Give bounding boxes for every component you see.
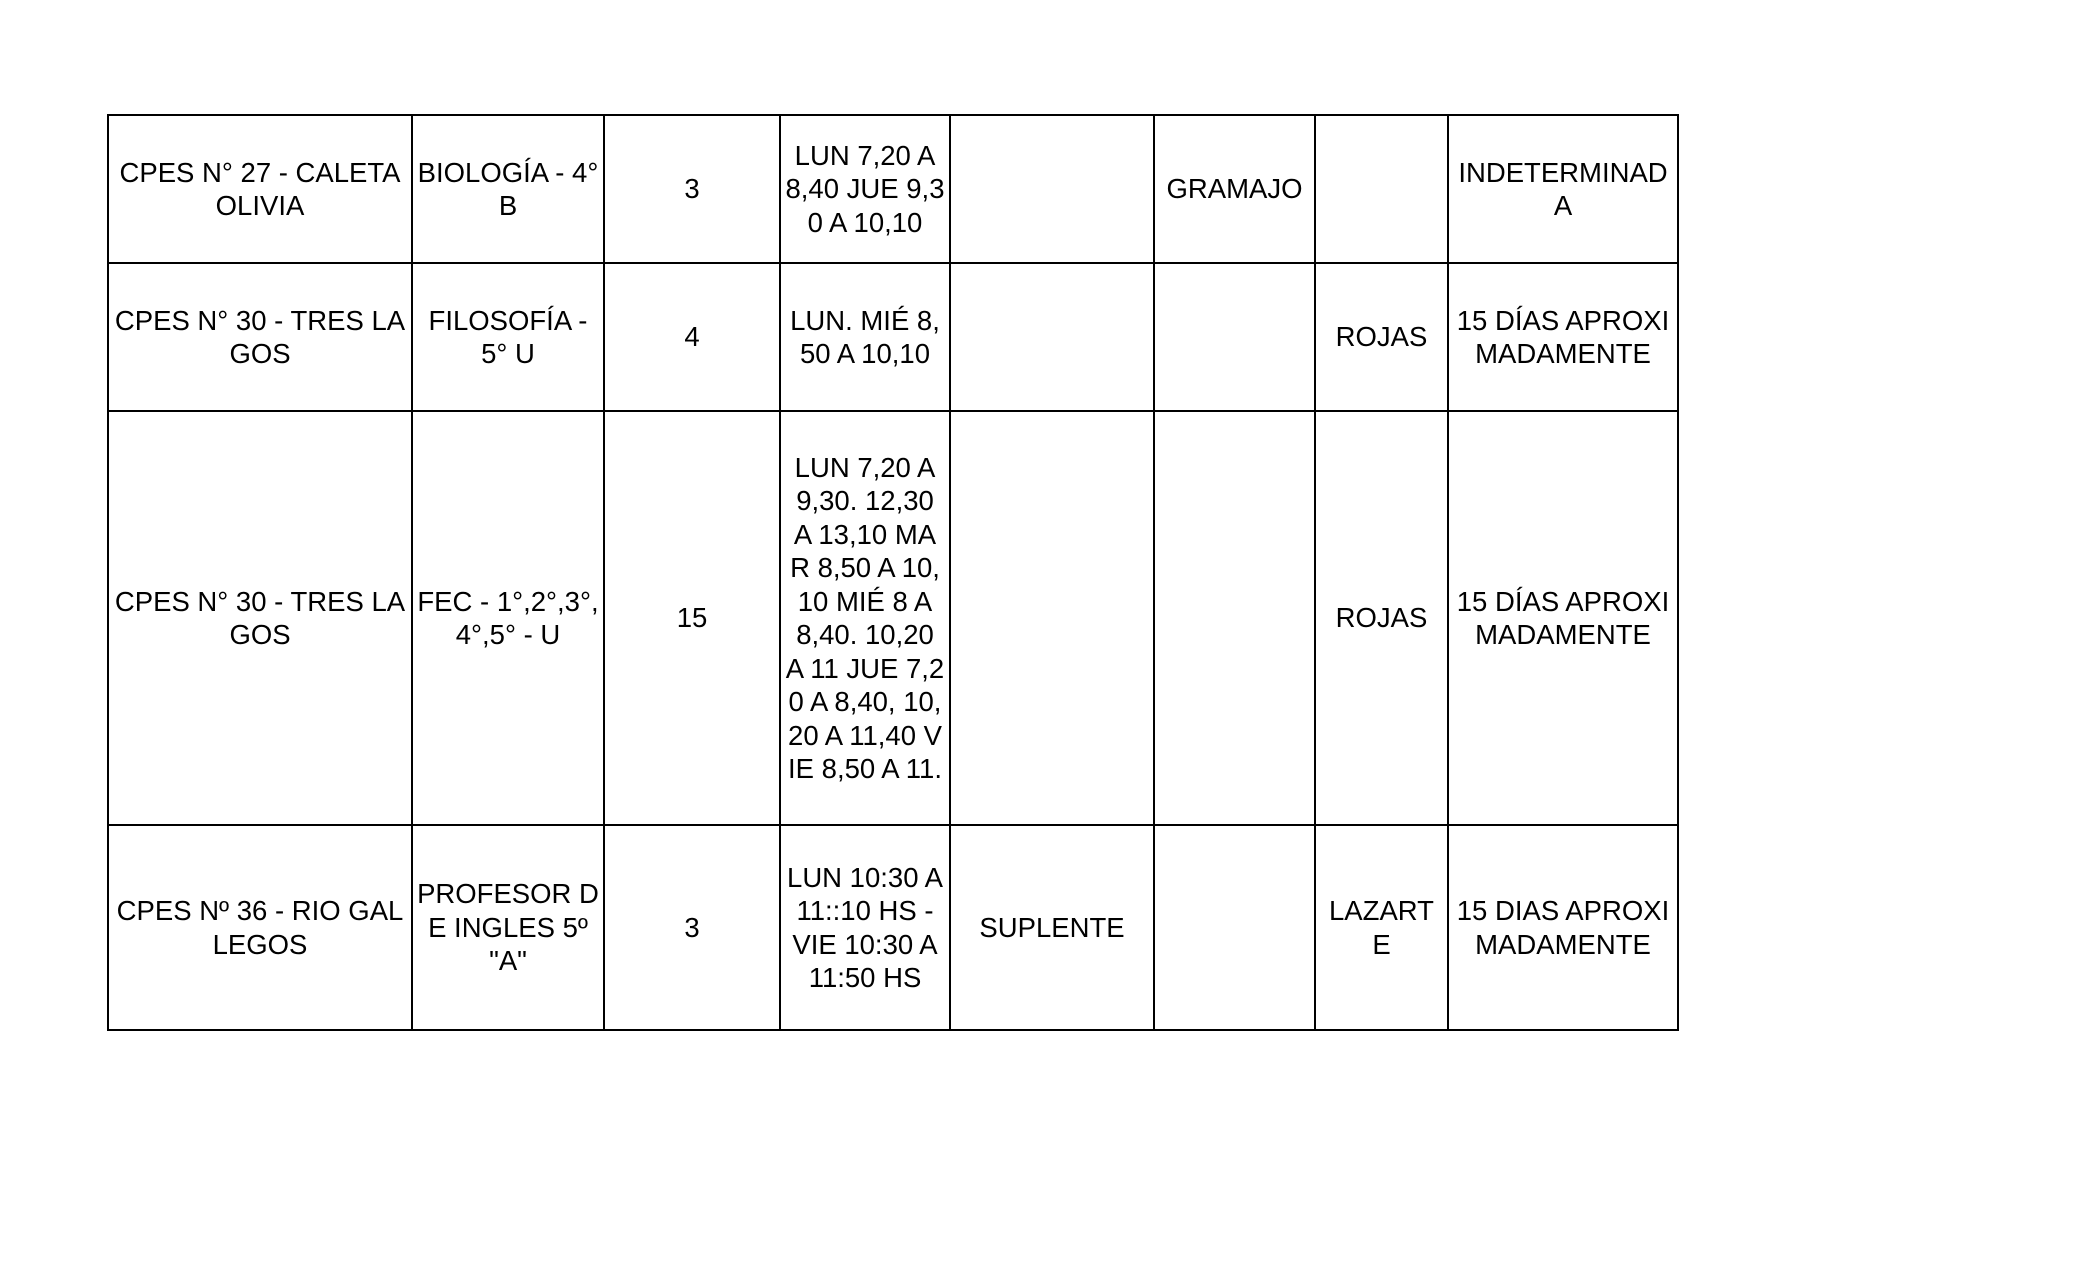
hours-cell: 3 xyxy=(604,115,780,263)
schedule-cell: LUN 10:30 A 11::10 HS - VIE 10:30 A 11:50 HS xyxy=(780,825,950,1030)
table-row xyxy=(108,115,1678,263)
teacher-cell xyxy=(1315,115,1448,263)
duration-cell: 15 DÍAS APROXIMADAMENTE xyxy=(1448,263,1678,411)
table-row xyxy=(108,263,1678,411)
replaced-teacher-cell xyxy=(1154,263,1315,411)
hours-cell: 3 xyxy=(604,825,780,1030)
school-cell: CPES Nº 36 - RIO GALLEGOS xyxy=(108,825,412,1030)
subject-cell: FILOSOFÍA - 5° U xyxy=(412,263,604,411)
replaced-teacher-cell xyxy=(1154,411,1315,825)
school-cell: CPES N° 30 - TRES LAGOS xyxy=(108,411,412,825)
duration-cell: INDETERMINADA xyxy=(1448,115,1678,263)
schedule-table xyxy=(107,114,1679,1031)
subject-cell: FEC - 1°,2°,3°,4°,5° - U xyxy=(412,411,604,825)
position-type-cell xyxy=(950,411,1154,825)
position-type-cell xyxy=(950,263,1154,411)
school-cell: CPES N° 27 - CALETA OLIVIA xyxy=(108,115,412,263)
teacher-cell: ROJAS xyxy=(1315,411,1448,825)
table-row xyxy=(108,411,1678,825)
schedule-cell: LUN 7,20 A 9,30. 12,30 A 13,10 MAR 8,50 A 10,10 MIÉ 8 A 8,40. 10,20 A 11 JUE 7,20 A 8,40, 10,20 A 11,40 VIE 8,50 A 11. xyxy=(780,411,950,825)
school-cell: CPES N° 30 - TRES LAGOS xyxy=(108,263,412,411)
hours-cell: 15 xyxy=(604,411,780,825)
subject-cell: PROFESOR DE INGLES 5º "A" xyxy=(412,825,604,1030)
duration-cell: 15 DIAS APROXIMADAMENTE xyxy=(1448,825,1678,1030)
position-type-cell: SUPLENTE xyxy=(950,825,1154,1030)
teacher-cell: LAZARTE xyxy=(1315,825,1448,1030)
table-row xyxy=(108,825,1678,1030)
subject-cell: BIOLOGÍA - 4° B xyxy=(412,115,604,263)
teacher-cell: ROJAS xyxy=(1315,263,1448,411)
replaced-teacher-cell: GRAMAJO xyxy=(1154,115,1315,263)
replaced-teacher-cell xyxy=(1154,825,1315,1030)
duration-cell: 15 DÍAS APROXIMADAMENTE xyxy=(1448,411,1678,825)
hours-cell: 4 xyxy=(604,263,780,411)
position-type-cell xyxy=(950,115,1154,263)
schedule-cell: LUN. MIÉ 8,50 A 10,10 xyxy=(780,263,950,411)
schedule-cell: LUN 7,20 A 8,40 JUE 9,30 A 10,10 xyxy=(780,115,950,263)
